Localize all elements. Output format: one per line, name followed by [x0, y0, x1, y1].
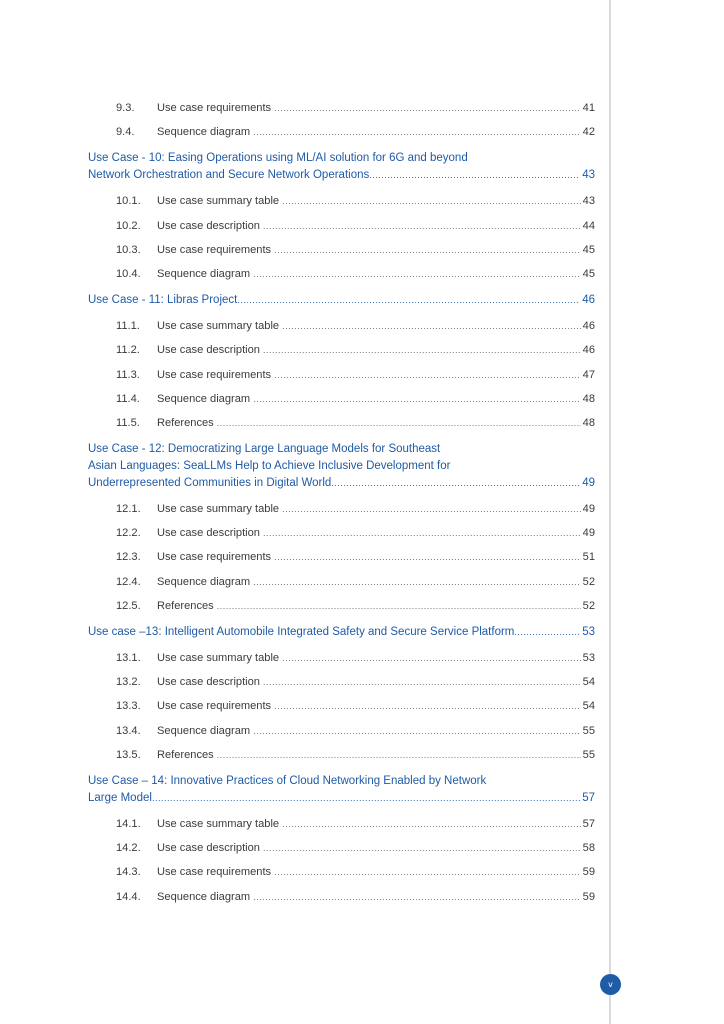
usecase-page-number: 53 [582, 626, 595, 638]
dot-leader [274, 240, 581, 260]
toc-entry-title: Use case summary table [157, 195, 280, 208]
toc-entry-title: References [157, 599, 214, 612]
toc-entry[interactable] [88, 98, 595, 122]
usecase-heading-line: Use Case - 12: Democratizing Large Language Models for Southeast [88, 443, 441, 456]
dot-leader [253, 887, 581, 907]
toc-entry[interactable] [88, 216, 595, 240]
toc-entry-page-number: 54 [582, 700, 595, 713]
toc-entry-number: 13.1. [116, 652, 141, 664]
dot-leader [282, 648, 581, 668]
toc-entry[interactable] [88, 572, 595, 596]
toc-entry-page-number: 42 [582, 126, 595, 139]
usecase-heading-last-line [88, 167, 595, 184]
toc-entry[interactable] [88, 745, 595, 769]
usecase-heading-last-line [88, 292, 595, 309]
dot-leader [263, 672, 581, 692]
toc-entry-number: 11.5. [116, 416, 140, 429]
toc-entry-page-number: 48 [582, 416, 595, 429]
toc-entry-title: Sequence diagram [157, 890, 251, 903]
toc-entry-page-number: 46 [582, 344, 595, 357]
dot-leader [274, 98, 581, 118]
toc-entry-page-number: 59 [582, 866, 595, 879]
toc-entry[interactable] [88, 721, 595, 745]
usecase-heading-text: Network Orchestration and Secure Network Operations [88, 169, 370, 182]
toc-entry[interactable] [88, 316, 595, 340]
toc-entry[interactable] [88, 596, 595, 620]
toc-entry-title: Use case summary table [157, 320, 280, 333]
dot-leader [253, 122, 581, 142]
usecase-heading[interactable] [88, 150, 595, 184]
usecase-page-number: 43 [582, 169, 595, 182]
toc-entry-title: Sequence diagram [157, 392, 251, 405]
toc-entry-title: Use case summary table [157, 503, 280, 516]
toc-entry[interactable] [88, 696, 595, 720]
dot-leader [253, 389, 581, 409]
dot-leader [217, 745, 581, 765]
toc-entry-number: 12.4. [116, 575, 141, 588]
toc-entry-number: 14.2. [116, 842, 141, 855]
toc-entry-number: 13.2. [116, 676, 141, 689]
toc-entry-title: References [157, 416, 214, 429]
usecase-heading[interactable] [88, 624, 595, 641]
toc-entry-page-number: 53 [582, 652, 595, 664]
toc-entry[interactable] [88, 814, 595, 838]
usecase-heading-text: Use case –13: Intelligent Automobile Integrated Safety and Secure Service Platform [88, 626, 515, 638]
toc-entry-page-number: 45 [582, 243, 595, 256]
toc-entry-page-number: 49 [582, 527, 595, 540]
dot-leader [253, 264, 581, 284]
usecase-heading-text: Large Model [88, 791, 152, 804]
dot-leader [263, 838, 581, 858]
dot-leader [152, 790, 580, 807]
toc-entry-number: 9.3. [116, 102, 135, 114]
usecase-heading-last-line [88, 624, 595, 641]
toc-entry-number: 12.1. [116, 503, 141, 516]
toc-entry-number: 10.1. [116, 195, 141, 208]
toc-entry-title: Use case requirements [157, 866, 272, 879]
toc-entry-number: 10.2. [116, 219, 141, 232]
toc-entry-number: 9.4. [116, 126, 135, 139]
toc-entry-title: Use case description [157, 219, 260, 232]
toc-entry-page-number: 47 [582, 368, 595, 381]
toc-entry-number: 13.3. [116, 700, 141, 713]
toc-entry-title: Use case description [157, 527, 260, 540]
toc-entry-number: 11.1. [116, 320, 140, 333]
dot-leader [274, 696, 581, 716]
toc-entry-title: Use case summary table [157, 817, 280, 830]
toc-entry[interactable] [88, 672, 595, 696]
toc-entry-title: Use case requirements [157, 102, 272, 114]
toc-entry[interactable] [88, 862, 595, 886]
dot-leader [282, 191, 581, 211]
toc-entry-page-number: 41 [582, 102, 595, 114]
usecase-heading-line: Asian Languages: SeaLLMs Help to Achieve Inclusive Development for [88, 460, 451, 473]
usecase-page-number: 46 [582, 294, 595, 307]
dot-leader [331, 475, 580, 492]
toc-entry-number: 11.3. [116, 368, 140, 381]
toc-entry-number: 14.3. [116, 866, 141, 879]
toc-entry-page-number: 49 [582, 503, 595, 516]
toc-entry-title: Use case description [157, 676, 260, 689]
toc-entry-page-number: 52 [582, 575, 595, 588]
toc-entry-number: 14.4. [116, 890, 141, 903]
toc-entry-number: 10.3. [116, 243, 141, 256]
toc-entry[interactable] [88, 191, 595, 215]
usecase-heading-text: Use Case - 11: Libras Project [88, 294, 238, 307]
usecase-page-number: 57 [582, 791, 595, 804]
toc-entry-page-number: 57 [582, 817, 595, 830]
toc-entry[interactable] [88, 547, 595, 571]
toc-entry-number: 12.5. [116, 599, 141, 612]
toc-entry-page-number: 52 [582, 599, 595, 612]
toc-entry[interactable] [88, 365, 595, 389]
toc-entry-title: References [157, 748, 214, 761]
dot-leader [253, 721, 581, 741]
toc-entry[interactable] [88, 838, 595, 862]
toc-entry[interactable] [88, 264, 595, 288]
toc-entry-number: 10.4. [116, 267, 141, 280]
toc-entry[interactable] [88, 340, 595, 364]
usecase-heading[interactable] [88, 441, 595, 492]
toc-entry-page-number: 48 [582, 392, 595, 405]
toc-entry-page-number: 45 [582, 267, 595, 280]
toc-entry[interactable] [88, 523, 595, 547]
toc-entry[interactable] [88, 240, 595, 264]
toc-entry-number: 14.1. [116, 817, 141, 830]
dot-leader [217, 596, 581, 616]
toc-entry-number: 11.2. [116, 344, 140, 357]
toc-entry-title: Use case description [157, 842, 260, 855]
toc-entry-page-number: 58 [582, 842, 595, 855]
toc-entry-title: Use case summary table [157, 652, 280, 664]
toc-entry-title: Sequence diagram [157, 267, 251, 280]
toc-entry[interactable] [88, 887, 595, 911]
dot-leader [274, 862, 581, 882]
toc-entry-page-number: 55 [582, 748, 595, 761]
usecase-heading-line: Use Case – 14: Innovative Practices of Cloud Networking Enabled by Network [88, 774, 487, 787]
toc-entry[interactable] [88, 499, 595, 523]
toc-entry[interactable] [88, 122, 595, 146]
toc-entry-page-number: 43 [582, 195, 595, 208]
toc-entry-number: 13.4. [116, 724, 141, 737]
table-of-contents [88, 98, 595, 911]
toc-entry-title: Sequence diagram [157, 126, 251, 139]
toc-entry[interactable] [88, 648, 595, 672]
dot-leader [263, 523, 581, 543]
toc-entry-number: 13.5. [116, 748, 141, 761]
dot-leader [274, 365, 581, 385]
page-number-badge: v [600, 974, 621, 995]
toc-entry-number: 11.4. [116, 392, 140, 405]
dot-leader [282, 316, 581, 336]
toc-entry-title: Use case description [157, 344, 260, 357]
toc-entry-title: Use case requirements [157, 368, 272, 381]
toc-entry[interactable] [88, 389, 595, 413]
dot-leader [282, 499, 581, 519]
toc-entry-title: Use case requirements [157, 700, 272, 713]
dot-leader [274, 547, 581, 567]
toc-entry-title: Use case requirements [157, 243, 272, 256]
dot-leader [253, 572, 581, 592]
dot-leader [263, 340, 581, 360]
toc-entry-title: Use case requirements [157, 551, 272, 564]
usecase-heading-last-line [88, 790, 595, 807]
toc-entry-title: Sequence diagram [157, 724, 251, 737]
usecase-heading-line: Use Case - 10: Easing Operations using ML/AI solution for 6G and beyond [88, 152, 468, 165]
dot-leader [237, 292, 580, 309]
dot-leader [263, 216, 581, 236]
usecase-heading[interactable] [88, 773, 595, 807]
usecase-heading-last-line [88, 475, 595, 492]
page-edge-line [609, 0, 611, 1024]
dot-leader [514, 624, 580, 641]
toc-entry-page-number: 44 [582, 219, 595, 232]
usecase-heading[interactable] [88, 292, 595, 309]
dot-leader [369, 167, 580, 184]
toc-entry[interactable] [88, 413, 595, 437]
toc-entry-page-number: 55 [582, 724, 595, 737]
dot-leader [217, 413, 581, 433]
toc-entry-page-number: 54 [582, 676, 595, 689]
dot-leader [282, 814, 581, 834]
toc-entry-number: 12.3. [116, 551, 141, 564]
usecase-page-number: 49 [582, 477, 595, 490]
toc-entry-title: Sequence diagram [157, 575, 251, 588]
toc-entry-page-number: 51 [582, 551, 595, 564]
toc-entry-page-number: 46 [582, 320, 595, 333]
toc-entry-number: 12.2. [116, 527, 141, 540]
usecase-heading-text: Underrepresented Communities in Digital World [88, 477, 332, 490]
toc-entry-page-number: 59 [582, 890, 595, 903]
